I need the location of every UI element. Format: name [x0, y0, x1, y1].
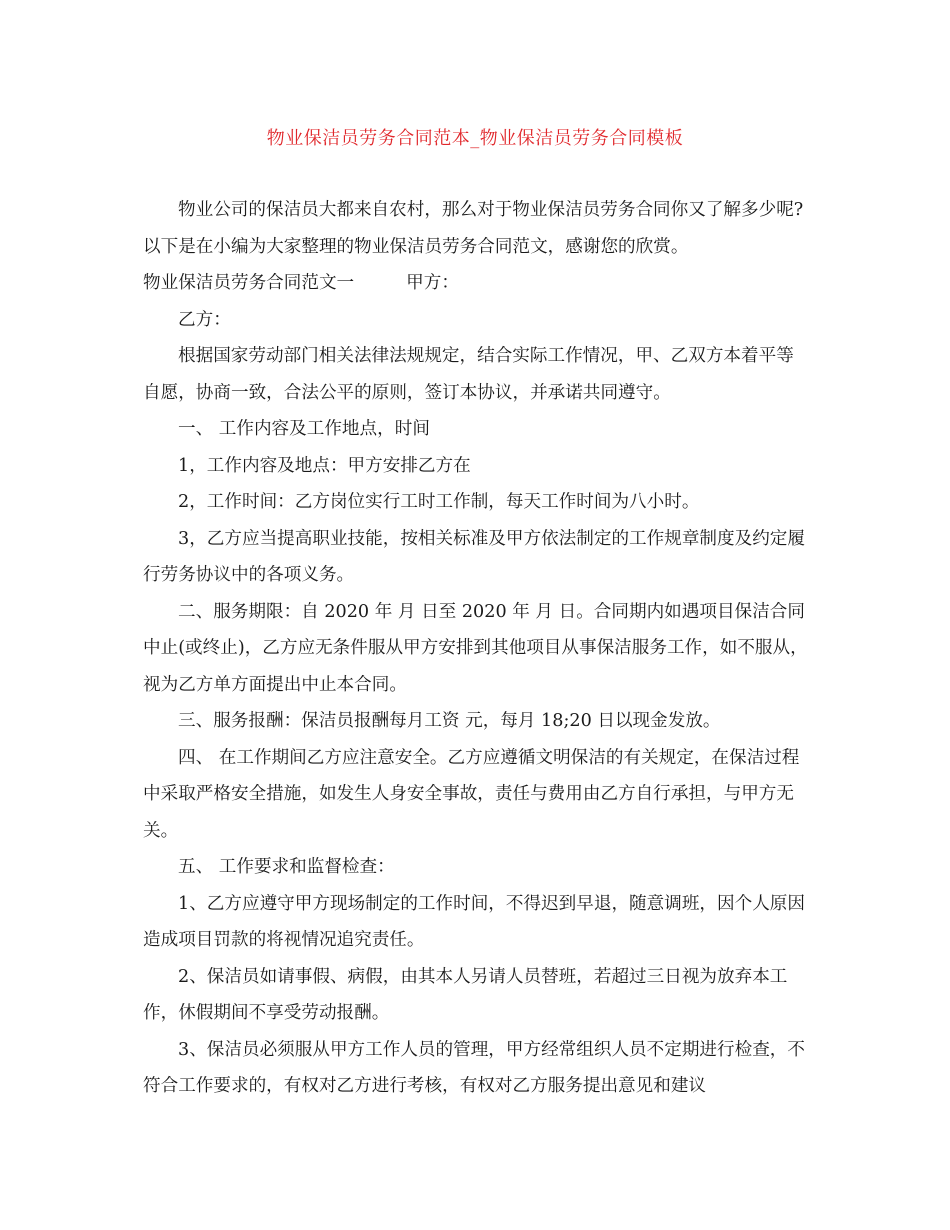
section-heading-1: 一、 工作内容及工作地点，时间 [178, 419, 430, 439]
section-safety: 四、 在工作期间乙方应注意安全。乙方应遵循文明保洁的有关规定，在保洁过程中采取严格安全措施，如发生人身安全事故，责任与费用由乙方自行承担，与甲方无关。 [143, 747, 800, 841]
clause-paragraph: 1、乙方应遵守甲方现场制定的工作时间，不得迟到早退，随意调班，因个人原因造成项目罚款的将视情况追究责任。 [143, 893, 805, 950]
clause-paragraph: 3、保洁员必须服从甲方工作人员的管理，甲方经常组织人员不定期进行检查，不符合工作要求的，有权对乙方进行考核，有权对乙方服务提出意见和建议 [143, 1039, 805, 1096]
section-remuneration: 三、服务报酬：保洁员报酬每月工资 元，每月 18;20 日以现金发放。 [178, 711, 721, 731]
clause-paragraph: 2，工作时间：乙方岗位实行工时工作制，每天工作时间为八小时。 [178, 492, 700, 512]
clause-paragraph: 2、保洁员如请事假、病假，由其本人另请人员替班，若超过三日视为放弃本工作，休假期间不享受劳动报酬。 [143, 966, 788, 1023]
party-b-label: 乙方： [178, 309, 231, 330]
clause-paragraph: 1，工作内容及地点：甲方安排乙方在 [178, 455, 471, 476]
sample-heading-line [143, 265, 811, 302]
document-body [143, 192, 811, 1105]
section-heading-5: 五、 工作要求和监督检查： [178, 857, 395, 877]
sample-heading: 物业保洁员劳务合同范文一 [143, 273, 355, 293]
intro-paragraph: 物业公司的保洁员大都来自农村，那么对于物业保洁员劳务合同你又了解多少呢?以下是在小编为大家整理的物业保洁员劳务合同范文，感谢您的欣赏。 [143, 200, 804, 257]
party-a-label: 甲方： [406, 273, 459, 293]
document-title: 物业保洁员劳务合同范本_物业保洁员劳务合同模板 [266, 128, 684, 149]
section-service-term: 二、服务期限：自 2020 年 月 日至 2020 年 月 日。合同期内如遇项目保洁合同中止(或终止)，乙方应无条件服从甲方安排到其他项目从事保洁服务工作，如不服从，视为乙方单方面提出中止本合同。 [143, 601, 808, 695]
preamble-paragraph: 根据国家劳动部门相关法律法规规定，结合实际工作情况，甲、乙双方本着平等自愿，协商一致，合法公平的原则，签订本协议，并承诺共同遵守。 [143, 346, 794, 403]
clause-paragraph: 3，乙方应当提高职业技能，按相关标准及甲方依法制定的工作规章制度及约定履行劳务协议中的各项义务。 [143, 528, 805, 585]
